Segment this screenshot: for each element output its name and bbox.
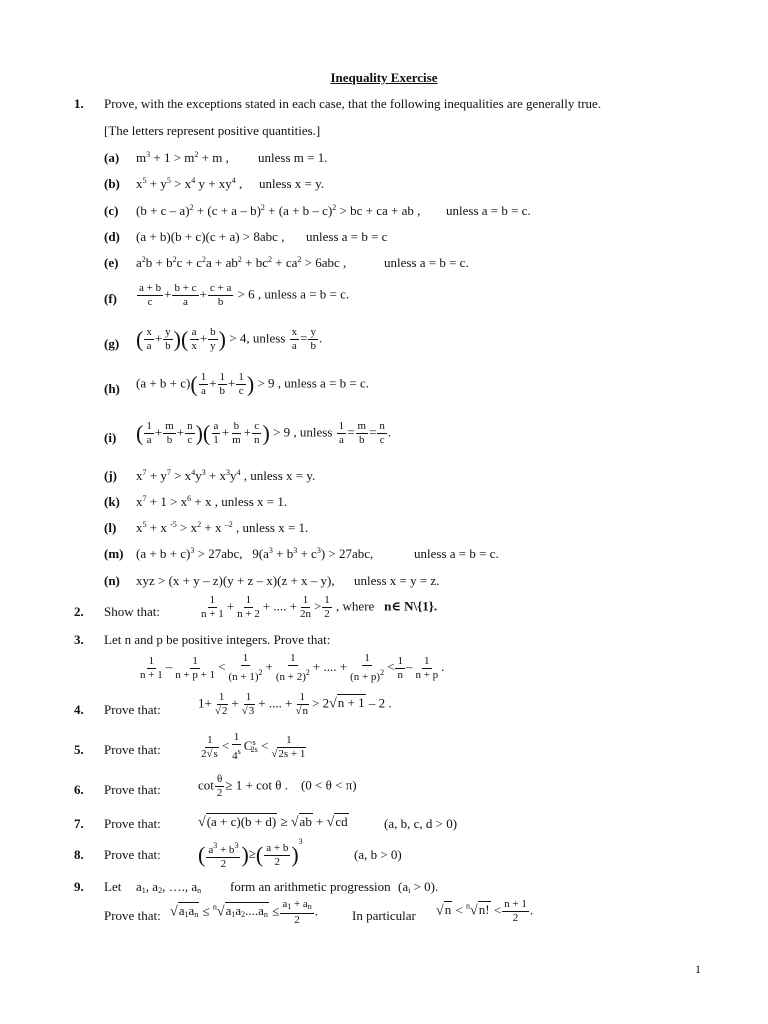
question-9-number: 9. bbox=[74, 879, 84, 894]
question-1-prompt: Prove, with the exceptions stated in each case, that the following inequalities are generally true. bbox=[104, 96, 602, 111]
item-c-label: (c) bbox=[104, 203, 119, 218]
item-c-expr: $(b + c - a)^2 + (c + a - b)^2 + (a + b - c)^2$ > bc + ca + ab , bbox=[136, 203, 421, 218]
question-1-note: [The letters represent positive quantities.] bbox=[104, 123, 321, 138]
item-j-condition: , unless x = y. bbox=[243, 468, 316, 483]
item-a-label: (a) bbox=[104, 150, 120, 165]
question-4-expr: 1+ $\frac{1}{√2}$ + $\frac{1}{√3}$ + .... + $\frac{1}{√n}$ > 2√n + 1 – 2 . bbox=[198, 691, 392, 717]
question-9-prompt: Let bbox=[104, 879, 122, 894]
question-8-prompt: Prove that: bbox=[104, 847, 161, 862]
item-l-label: (l) bbox=[104, 520, 117, 535]
question-2-prompt: Show that: bbox=[104, 604, 160, 619]
item-c-condition: unless a = b = c. bbox=[446, 203, 531, 218]
question-3-number: 3. bbox=[74, 632, 84, 647]
item-e-condition: unless a = b = c. bbox=[384, 255, 469, 270]
item-k-label: (k) bbox=[104, 494, 120, 509]
question-6-number: 6. bbox=[74, 782, 84, 797]
item-f-label: (f) bbox=[104, 291, 117, 306]
question-5-expr: $\frac{1}{2√s}$ < $\frac{1}{4^s}$ $C^s_{2s}$ < $\frac{1}{√2s + 1}$ bbox=[201, 731, 306, 762]
question-1-number: 1. bbox=[74, 96, 84, 111]
item-d-expr: (a + b)(b + c)(c + a) > 8abc , bbox=[136, 229, 285, 244]
item-h-expr: (a + b + c)( $\frac{1}{a}$ + $\frac{1}{b}$ + $\frac{1}{c}$ ) > 9 , unless a = b = c. bbox=[136, 371, 370, 397]
question-6-condition: (0 < θ < π) bbox=[300, 777, 357, 793]
question-6-expr: cot $\frac{\theta}{2}$ ≥ 1 + cot θ . (0 < θ < π) bbox=[198, 773, 357, 799]
item-f-condition: > 6 , unless a = b = c. bbox=[237, 286, 350, 302]
question-7-expr: √(a + c)(b + d) ≥ √ab + √cd bbox=[198, 814, 348, 830]
item-f-expr: $\frac{a + b}{c}$ + $\frac{b + c}{a}$ + $\frac{c + a}{b}$ > 6 , unless a = b = c. bbox=[139, 282, 350, 308]
item-k-condition: , unless x = 1. bbox=[214, 494, 288, 509]
item-i-label: (i) bbox=[104, 430, 117, 445]
question-4-number: 4. bbox=[74, 702, 84, 717]
item-h-label: (h) bbox=[104, 381, 120, 396]
question-4-prompt: Prove that: bbox=[104, 702, 161, 717]
question-8-expr: ( $\frac{a^3 + b^3}{2}$ )≥( $\frac{a + b}{2}$ )$^3$ bbox=[198, 837, 303, 871]
item-m-condition: unless a = b = c. bbox=[414, 546, 499, 561]
question-5-number: 5. bbox=[74, 742, 84, 757]
question-5-prompt: Prove that: bbox=[104, 742, 161, 757]
item-d-condition: unless a = b = c bbox=[306, 229, 388, 244]
question-9-particular-expr: √n < $^n$√n! < $\frac{n + 1}{2}$ . bbox=[436, 898, 534, 924]
item-d-label: (d) bbox=[104, 229, 120, 244]
item-m-expr: $(a + b + c)^3 > 27abc$, $9(a^3 + b^3 + c^3) > 27abc$, bbox=[136, 546, 374, 561]
question-9-prove-prompt: Prove that: bbox=[104, 908, 161, 923]
item-e-label: (e) bbox=[104, 255, 119, 270]
item-h-condition: > 9 , unless a = b = c. bbox=[257, 375, 370, 391]
question-9-middle: form an arithmetic progression bbox=[230, 879, 391, 894]
question-3-expr: $\frac{1}{n + 1}$ – $\frac{1}{n + p + 1}$ < $\frac{1}{(n + 1)^2}$ + $\frac{1}{(n + 2)^2}$ + .... + $\frac{1}{(n + p)^2}$ < $\frac{1}{n}$ – $\frac{1}{n + p}$ . bbox=[140, 652, 445, 683]
question-9-condition: $(a_i > 0)$. bbox=[398, 879, 439, 895]
question-9-particular: In particular bbox=[352, 908, 416, 923]
question-2-condition: , where bbox=[336, 598, 375, 614]
question-9-expr: $√a_1a_n \le ^n√a_1a_2....a_n$ ≤ $\frac{a_1 + a_n}{2}$ . bbox=[170, 898, 319, 926]
item-b-condition: unless x = y. bbox=[259, 176, 324, 191]
question-7-prompt: Prove that: bbox=[104, 816, 161, 831]
item-j-expr: $x^7 + y^7 > x^4y^3 + x^3y^4$ , unless x = y. bbox=[136, 468, 316, 483]
question-2-domain: n∈ N\{1}. bbox=[384, 598, 438, 614]
page-number: 1 bbox=[695, 962, 701, 976]
item-k-expr: $x^7 + 1 > x^6 + x$ , unless x = 1. bbox=[136, 494, 288, 509]
question-2-expr: $\frac{1}{n + 1}$ + $\frac{1}{n + 2}$ + .... + $\frac{1}{2n}$ > $\frac{1}{2}$ , where n∈ N\{1}. bbox=[201, 594, 438, 620]
item-a-expr: $m^3 + 1 > m^2 + m$ , bbox=[136, 150, 229, 165]
item-l-condition: , unless x = 1. bbox=[235, 520, 309, 535]
item-i-condition: > 9 , unless bbox=[273, 424, 333, 440]
item-l-expr: $x^5 + x$ $^{-5} > x^2 + x$ $^{-2}$ , unless x = 1. bbox=[136, 520, 309, 535]
question-7-condition: (a, b, c, d > 0) bbox=[384, 816, 458, 831]
item-j-label: (j) bbox=[104, 468, 117, 483]
item-n-label: (n) bbox=[104, 573, 120, 588]
question-8-condition: (a, b > 0) bbox=[354, 847, 402, 862]
question-8-number: 8. bbox=[74, 847, 84, 862]
item-b-expr: $x^5 + y^5 > x^4$ $y + xy^4$ , bbox=[136, 176, 243, 191]
item-n-expr: xyz > (x + y – z)(y + z – x)(z + x – y), bbox=[136, 573, 335, 588]
item-g-label: (g) bbox=[104, 336, 120, 351]
item-n-condition: unless x = y = z. bbox=[354, 573, 440, 588]
item-a-condition: unless m = 1. bbox=[258, 150, 328, 165]
item-m-label: (m) bbox=[104, 546, 124, 561]
item-g-condition: > 4, unless bbox=[229, 330, 286, 346]
question-3-prompt: Let n and p be positive integers. Prove that: bbox=[104, 632, 331, 647]
question-9-sequence: $a_1$, $a_2$, …., $a_n$ bbox=[136, 879, 202, 895]
question-6-prompt: Prove that: bbox=[104, 782, 161, 797]
item-g-expr: ( $\frac{x}{a}$ + $\frac{y}{b}$ )( $\frac{a}{x}$ + $\frac{b}{y}$ ) > 4, unless $\frac{x}{a}$ = $\frac{y}{b}$ . bbox=[136, 326, 323, 352]
page-title: Inequality Exercise bbox=[330, 70, 438, 85]
item-i-expr: ( $\frac{1}{a}$ + $\frac{m}{b}$ + $\frac{n}{c}$ )( $\frac{a}{1}$ + $\frac{b}{m}$ + $\frac{c}{n}$ ) > 9 , unless $\frac{1}{a}$ = $\frac{m}{b}$ = $\frac{n}{c}$ . bbox=[136, 420, 392, 446]
question-2-number: 2. bbox=[74, 604, 84, 619]
item-b-label: (b) bbox=[104, 176, 120, 191]
item-e-expr: $a^2b + b^2c + c^2a + ab^2 + bc^2 + ca^2 > 6abc$ , bbox=[136, 255, 347, 270]
question-7-number: 7. bbox=[74, 816, 84, 831]
